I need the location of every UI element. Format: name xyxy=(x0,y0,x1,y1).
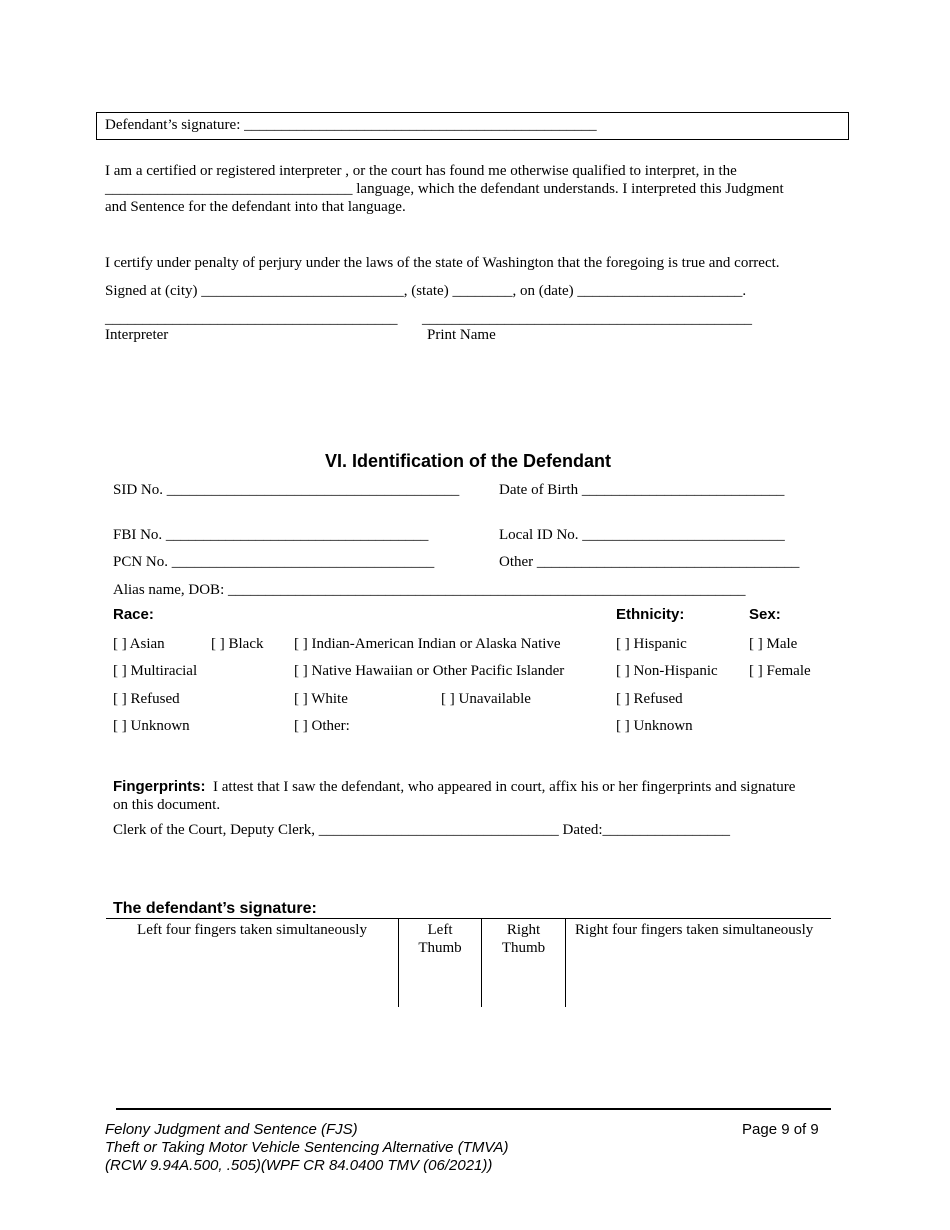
right-four-fingers-cell[interactable]: Right four fingers taken simultaneously xyxy=(575,922,814,938)
alias-dob-field[interactable]: Alias name, DOB: _____________________________________________________________________ xyxy=(113,582,746,598)
signed-at-line[interactable]: Signed at (city) ___________________________, (state) ________, on (date) ______________________. xyxy=(105,283,747,299)
right-thumb-cell[interactable] xyxy=(482,921,565,957)
left-thumb-label-1: Left xyxy=(427,922,453,938)
interpreter-statement-line1: I am a certified or registered interpreter , or the court has found me otherwise qualified to interpret, in the xyxy=(105,163,737,179)
race-black-checkbox[interactable]: [ ] Black xyxy=(211,636,264,652)
sex-female-checkbox[interactable]: [ ] Female xyxy=(749,663,811,679)
pcn-field[interactable]: PCN No. ___________________________________ xyxy=(113,554,435,570)
race-indian-checkbox[interactable]: [ ] Indian-American Indian or Alaska Native xyxy=(294,636,561,652)
defendant-signature-label: Defendant’s signature: _______________________________________________ xyxy=(105,117,597,133)
race-unavailable-checkbox[interactable]: [ ] Unavailable xyxy=(441,691,531,707)
fingerprints-label: Fingerprints: xyxy=(113,778,206,795)
sid-field[interactable]: SID No. _______________________________________ xyxy=(113,482,460,498)
fingerprints-text-line2: on this document. xyxy=(113,797,221,813)
date-of-birth-field[interactable]: Date of Birth ___________________________ xyxy=(499,482,785,498)
race-refused-checkbox[interactable]: [ ] Refused xyxy=(113,691,180,707)
sex-heading: Sex: xyxy=(749,606,781,623)
other-id-field[interactable]: Other ___________________________________ xyxy=(499,554,800,570)
interpreter-language-line[interactable]: _________________________________ language, which the defendant understands. I interpreted this Judgment xyxy=(105,181,784,197)
table-divider-3 xyxy=(565,918,566,1007)
left-thumb-label-2: Thumb xyxy=(418,940,462,956)
race-asian-checkbox[interactable]: [ ] Asian xyxy=(113,636,165,652)
fbi-field[interactable]: FBI No. ___________________________________ xyxy=(113,527,429,543)
race-unknown-checkbox[interactable]: [ ] Unknown xyxy=(113,718,190,734)
ethnicity-heading: Ethnicity: xyxy=(616,606,685,623)
ethnicity-hispanic-checkbox[interactable]: [ ] Hispanic xyxy=(616,636,687,652)
print-name-label: Print Name xyxy=(427,327,496,343)
page-number: Page 9 of 9 xyxy=(742,1121,819,1138)
interpreter-label: Interpreter xyxy=(105,327,169,343)
interpreter-statement-line3: and Sentence for the defendant into that language. xyxy=(105,199,406,215)
right-thumb-label-2: Thumb xyxy=(501,940,546,956)
interpreter-signature-field[interactable]: _______________________________________ xyxy=(105,311,398,327)
race-other-checkbox[interactable]: [ ] Other: xyxy=(294,718,350,734)
sex-male-checkbox[interactable]: [ ] Male xyxy=(749,636,798,652)
race-white-checkbox[interactable]: [ ] White xyxy=(294,691,348,707)
fingerprints-text: I attest that I saw the defendant, who appeared in court, affix his or her fingerprints and signature xyxy=(213,779,796,795)
race-heading: Race: xyxy=(113,606,154,623)
race-hawaiian-checkbox[interactable]: [ ] Native Hawaiian or Other Pacific Islander xyxy=(294,663,565,679)
footer-rule xyxy=(116,1108,831,1110)
footer-line2: Theft or Taking Motor Vehicle Sentencing Alternative (TMVA) xyxy=(105,1139,509,1156)
footer-line3: (RCW 9.94A.500, .505)(WPF CR 84.0400 TMV (06/2021)) xyxy=(105,1157,493,1174)
table-top-border xyxy=(106,918,831,919)
defendant-signature-heading: The defendant’s signature: xyxy=(113,900,317,917)
left-four-fingers-cell[interactable]: Left four fingers taken simultaneously xyxy=(137,922,367,938)
race-multiracial-checkbox[interactable]: [ ] Multiracial xyxy=(113,663,198,679)
right-thumb-label-1: Right xyxy=(506,922,541,938)
section-heading: VI. Identification of the Defendant xyxy=(324,451,611,471)
perjury-certification: I certify under penalty of perjury under the laws of the state of Washington that the foregoing is true and correct. xyxy=(105,255,780,271)
fingerprints-attestation xyxy=(113,778,795,796)
ethnicity-refused-checkbox[interactable]: [ ] Refused xyxy=(616,691,683,707)
left-thumb-cell[interactable] xyxy=(399,921,481,957)
local-id-field[interactable]: Local ID No. ___________________________ xyxy=(499,527,785,543)
defendant-signature-field[interactable]: _______________________________________________ xyxy=(244,117,597,133)
print-name-field[interactable]: ____________________________________________ xyxy=(422,311,752,327)
ethnicity-unknown-checkbox[interactable]: [ ] Unknown xyxy=(616,718,693,734)
clerk-signature-line[interactable]: Clerk of the Court, Deputy Clerk, ________________________________ Dated:_________________ xyxy=(113,822,731,838)
footer-line1: Felony Judgment and Sentence (FJS) xyxy=(105,1121,358,1138)
ethnicity-non-hispanic-checkbox[interactable]: [ ] Non-Hispanic xyxy=(616,663,718,679)
